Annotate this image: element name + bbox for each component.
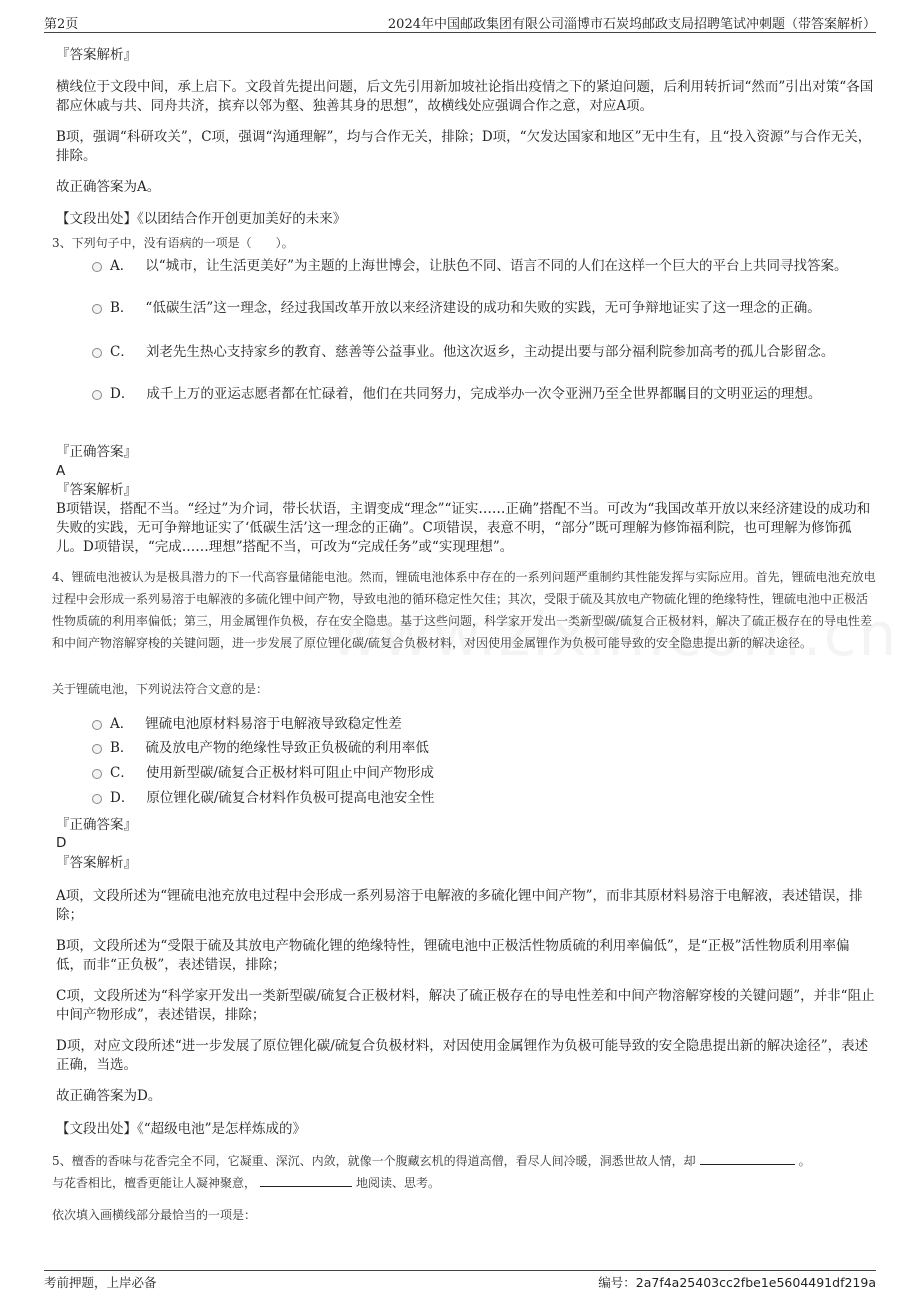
page-header [44, 12, 876, 33]
q4-analysis-d: D项，对应文段所述“进一步发展了原位锂化碳/硫复合负极材料，对因使用金属锂作为负极可能导致的安全隐患提出新的解决途径”，表述正确，当选。 [56, 1038, 869, 1073]
q2-analysis-paragraph-1: 横线位于文段中间，承上启下。文段首先提出问题，后文先引用新加坡社论指出疫情之下的紧迫问题，后利用转折词“然而”引出对策“各国都应休戚与共、同舟共济，摈弃以邻为壑、独善其身的思想”，故横线处应强调合作之意，对应A项。 [56, 79, 874, 114]
radio-button[interactable] [92, 769, 102, 779]
q3-analysis: B项错误，搭配不当。“经过”为介词，带长状语，主谓变成“理念”“证实……正确”搭配不当。可改为“我国改革开放以来经济建设的成功和失败的实践，无可争辩地证实了‘低碳生活’这一理念的正确”。C项错误，表意不明，“部分”既可理解为修饰福利院，也可理解为修饰孤儿。D项错误，“完成……理想”搭配不当，可改为“完成任务”或“实现理想”。 [56, 501, 871, 555]
q4-source: 【文段出处】《“超级电池”是怎样炼成的》 [56, 1121, 307, 1137]
q2-analysis-label: 『答案解析』 [56, 47, 137, 63]
q4-analysis-b: B项，文段所述为“受限于硫及其放电产物硫化锂的绝缘特性，锂硫电池中正极活性物质硫的利用率偏低”，是“正极”活性物质利用率偏低，而非“正负极”，表述错误，排除； [56, 938, 850, 973]
q2-conclusion: 故正确答案为A。 [56, 179, 161, 195]
q4-option-a[interactable]: A． 锂硫电池原材料易溶于电解液导致稳定性差 [92, 714, 868, 734]
fill-in-blank-1[interactable] [700, 1152, 795, 1165]
radio-button[interactable] [92, 304, 102, 314]
radio-button[interactable] [92, 744, 102, 754]
q4-analysis-c: C项，文段所述为“科学家开发出一类新型碳/硫复合正极材料，解决了硫正极存在的导电性差和中间产物溶解穿梭的关键问题”，并非“阻止中间产物形成”，表述错误，排除； [56, 988, 875, 1023]
q5-stem-line-1: 5、檀香的香味与花香完全不同，它凝重、深沉、内敛，就像一个腹藏玄机的得道高僧，看尽人间冷暖，洞悉世故人情，却 。 [52, 1154, 811, 1168]
q3-analysis-label: 『答案解析』 [56, 482, 137, 498]
q4-conclusion: 故正确答案为D。 [56, 1088, 162, 1104]
q2-analysis-paragraph-2: B项，强调“科研攻关”，C项，强调“沟通理解”，均与合作无关，排除；D项，“欠发达国家和地区”无中生有，且“投入资源”与合作无关，排除。 [56, 129, 872, 164]
q4-option-c[interactable]: C． 使用新型碳/硫复合正极材料可阻止中间产物形成 [92, 763, 868, 783]
q3-answer: A [56, 463, 66, 479]
q5-stem-line-2: 与花香相比，檀香更能让人凝神聚意， 地阅读、思考。 [52, 1176, 441, 1190]
document-title: 2024年中国邮政集团有限公司淄博市石炭坞邮政支局招聘笔试冲刺题（带答案解析） [387, 17, 876, 32]
q3-option-c[interactable]: C． 刘老先生热心支持家乡的教育、慈善等公益事业。他这次返乡，主动提出要与部分福利院参加高考的孤儿合影留念。 [92, 342, 868, 362]
footer-motto: 考前押题，上岸必备 [44, 1275, 157, 1290]
q4-analysis-label: 『答案解析』 [56, 855, 137, 871]
q4-stem: 关于锂硫电池，下列说法符合文意的是： [52, 682, 269, 696]
radio-button[interactable] [92, 348, 102, 358]
q3-option-d[interactable]: D． 成千上万的亚运志愿者都在忙碌着，他们在共同努力，完成举办一次令亚洲乃至全世界都瞩目的文明亚运的理想。 [92, 384, 868, 404]
q5-question: 依次填入画横线部分最恰当的一项是： [52, 1208, 257, 1222]
q4-passage: 4、锂硫电池被认为是极具潜力的下一代高容量储能电池。然而，锂硫电池体系中存在的一系列问题严重制约其性能发挥与实际应用。首先，锂硫电池充放电过程中会形成一系列易溶于电解液的多硫化锂中间产物，导致电池的循环稳定性欠佳；其次，受限于硫及其放电产物硫化锂的绝缘特性，锂硫电池中正极活性物质硫的利用率偏低；第三，用金属锂作负极，存在安全隐患。基于这些问题，科学家开发出一类新型碳/硫复合正极材料，解决了硫正极存在的导电性差和中间产物溶解穿梭的关键问题，进一步发展了原位锂化碳/硫复合负极材料，对因使用金属锂作为负极可能导致的安全隐患提出新的解决途径。 [52, 570, 876, 650]
page-footer [44, 1270, 876, 1291]
q3-answer-label: 『正确答案』 [56, 444, 137, 460]
page-number: 第2页 [44, 17, 79, 32]
q4-answer: D [56, 835, 67, 851]
q4-answer-label: 『正确答案』 [56, 817, 137, 833]
q4-analysis-a: A项，文段所述为“锂硫电池充放电过程中会形成一系列易溶于电解液的多硫化锂中间产物”，而非其原材料易溶于电解液，表述错误，排除； [56, 888, 863, 923]
q3-stem: 3、下列句子中，没有语病的一项是（ ）。 [52, 236, 294, 250]
radio-button[interactable] [92, 720, 102, 730]
fill-in-blank-2[interactable] [260, 1174, 352, 1187]
q4-option-b[interactable]: B． 硫及放电产物的绝缘性导致正负极硫的利用率低 [92, 738, 868, 758]
radio-button[interactable] [92, 390, 102, 400]
document-code: 编号：2a7f4a25403cc2fbe1e5604491df219a [598, 1275, 876, 1290]
radio-button[interactable] [92, 262, 102, 272]
q3-option-a[interactable]: A． 以“城市，让生活更美好”为主题的上海世博会，让肤色不同、语言不同的人们在这样一个巨大的平台上共同寻找答案。 [92, 256, 868, 276]
q2-source: 【文段出处】《以团结合作开创更加美好的未来》 [56, 211, 347, 227]
q3-option-b[interactable]: B． “低碳生活”这一理念，经过我国改革开放以来经济建设的成功和失败的实践，无可争辩地证实了这一理念的正确。 [92, 298, 868, 318]
q4-option-d[interactable]: D． 原位锂化碳/硫复合材料作负极可提高电池安全性 [92, 788, 868, 808]
radio-button[interactable] [92, 794, 102, 804]
